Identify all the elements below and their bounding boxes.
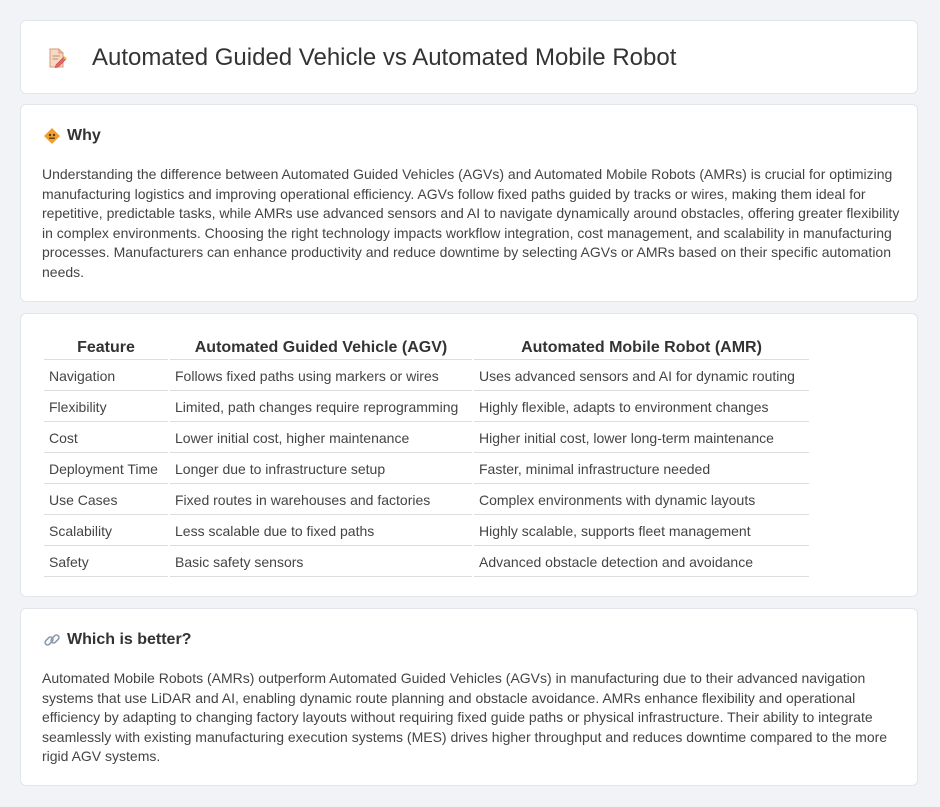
agv-cell: Longer due to infrastructure setup xyxy=(170,455,472,484)
which-is-better-card xyxy=(20,608,918,786)
agv-cell: Follows fixed paths using markers or wires xyxy=(170,362,472,391)
comparison-table xyxy=(42,334,811,579)
amr-cell: Highly flexible, adapts to environment changes xyxy=(474,393,809,422)
diamond-warning-icon xyxy=(43,127,61,145)
amr-cell: Advanced obstacle detection and avoidance xyxy=(474,548,809,577)
agv-cell: Lower initial cost, higher maintenance xyxy=(170,424,472,453)
comparison-card xyxy=(20,313,918,597)
feature-cell: Use Cases xyxy=(44,486,168,515)
header-agv: Automated Guided Vehicle (AGV) xyxy=(170,336,472,360)
agv-cell: Limited, path changes require reprogramming xyxy=(170,393,472,422)
header-feature: Feature xyxy=(44,336,168,360)
amr-cell: Higher initial cost, lower long-term maintenance xyxy=(474,424,809,453)
title-card xyxy=(20,20,918,94)
table-row xyxy=(44,548,809,577)
table-row xyxy=(44,517,809,546)
agv-cell: Fixed routes in warehouses and factories xyxy=(170,486,472,515)
amr-cell: Highly scalable, supports fleet management xyxy=(474,517,809,546)
table-row xyxy=(44,455,809,484)
why-card xyxy=(20,104,918,302)
agv-cell: Basic safety sensors xyxy=(170,548,472,577)
feature-cell: Cost xyxy=(44,424,168,453)
table-header-row xyxy=(44,336,809,360)
feature-cell: Safety xyxy=(44,548,168,577)
feature-cell: Flexibility xyxy=(44,393,168,422)
table-row xyxy=(44,362,809,391)
title-row xyxy=(46,21,676,95)
amr-cell: Uses advanced sensors and AI for dynamic routing xyxy=(474,362,809,391)
better-heading xyxy=(43,631,191,649)
table-row xyxy=(44,393,809,422)
better-text: Automated Mobile Robots (AMRs) outperform Automated Guided Vehicles (AGVs) in manufacturing due to their advanced navigation systems that use LiDAR and AI, enabling dynamic route planning and obstacle avoidance. AMRs enhance flexibility and operational efficiency by adapting to changing factory layouts without requiring fixed guide paths or physical infrastructure. Their ability to integrate seamlessly with existing manufacturing execution systems (MES) drives higher throughput and reduces downtime compared to the more rigid AGV systems. xyxy=(42,670,888,764)
feature-cell: Navigation xyxy=(44,362,168,391)
agv-cell: Less scalable due to fixed paths xyxy=(170,517,472,546)
table-row xyxy=(44,424,809,453)
better-heading-label: Which is better? xyxy=(67,631,192,648)
link-icon xyxy=(43,631,61,649)
amr-cell: Complex environments with dynamic layouts xyxy=(474,486,809,515)
table-row xyxy=(44,486,809,515)
page-title: Automated Guided Vehicle vs Automated Mobile Robot xyxy=(92,44,677,71)
why-heading-label: Why xyxy=(67,127,101,144)
feature-cell: Scalability xyxy=(44,517,168,546)
why-text: Understanding the difference between Automated Guided Vehicles (AGVs) and Automated Mobile Robots (AMRs) is crucial for optimizing manufacturing logistics and improving operational efficiency. AGVs follow fixed paths guided by tracks or wires, making them ideal for repetitive, predictable tasks, while AMRs use advanced sensors and AI to navigate dynamically around obstacles, offering greater flexibility in complex environments. Choosing the right technology impacts workflow integration, cost management, and scalability in manufacturing processes. Manufacturers can enhance productivity and reduce downtime by selecting AGVs or AMRs based on their specific automation needs. xyxy=(42,166,900,280)
why-heading xyxy=(43,127,101,145)
feature-cell: Deployment Time xyxy=(44,455,168,484)
document-pencil-icon xyxy=(46,47,68,69)
header-amr: Automated Mobile Robot (AMR) xyxy=(474,336,809,360)
amr-cell: Faster, minimal infrastructure needed xyxy=(474,455,809,484)
